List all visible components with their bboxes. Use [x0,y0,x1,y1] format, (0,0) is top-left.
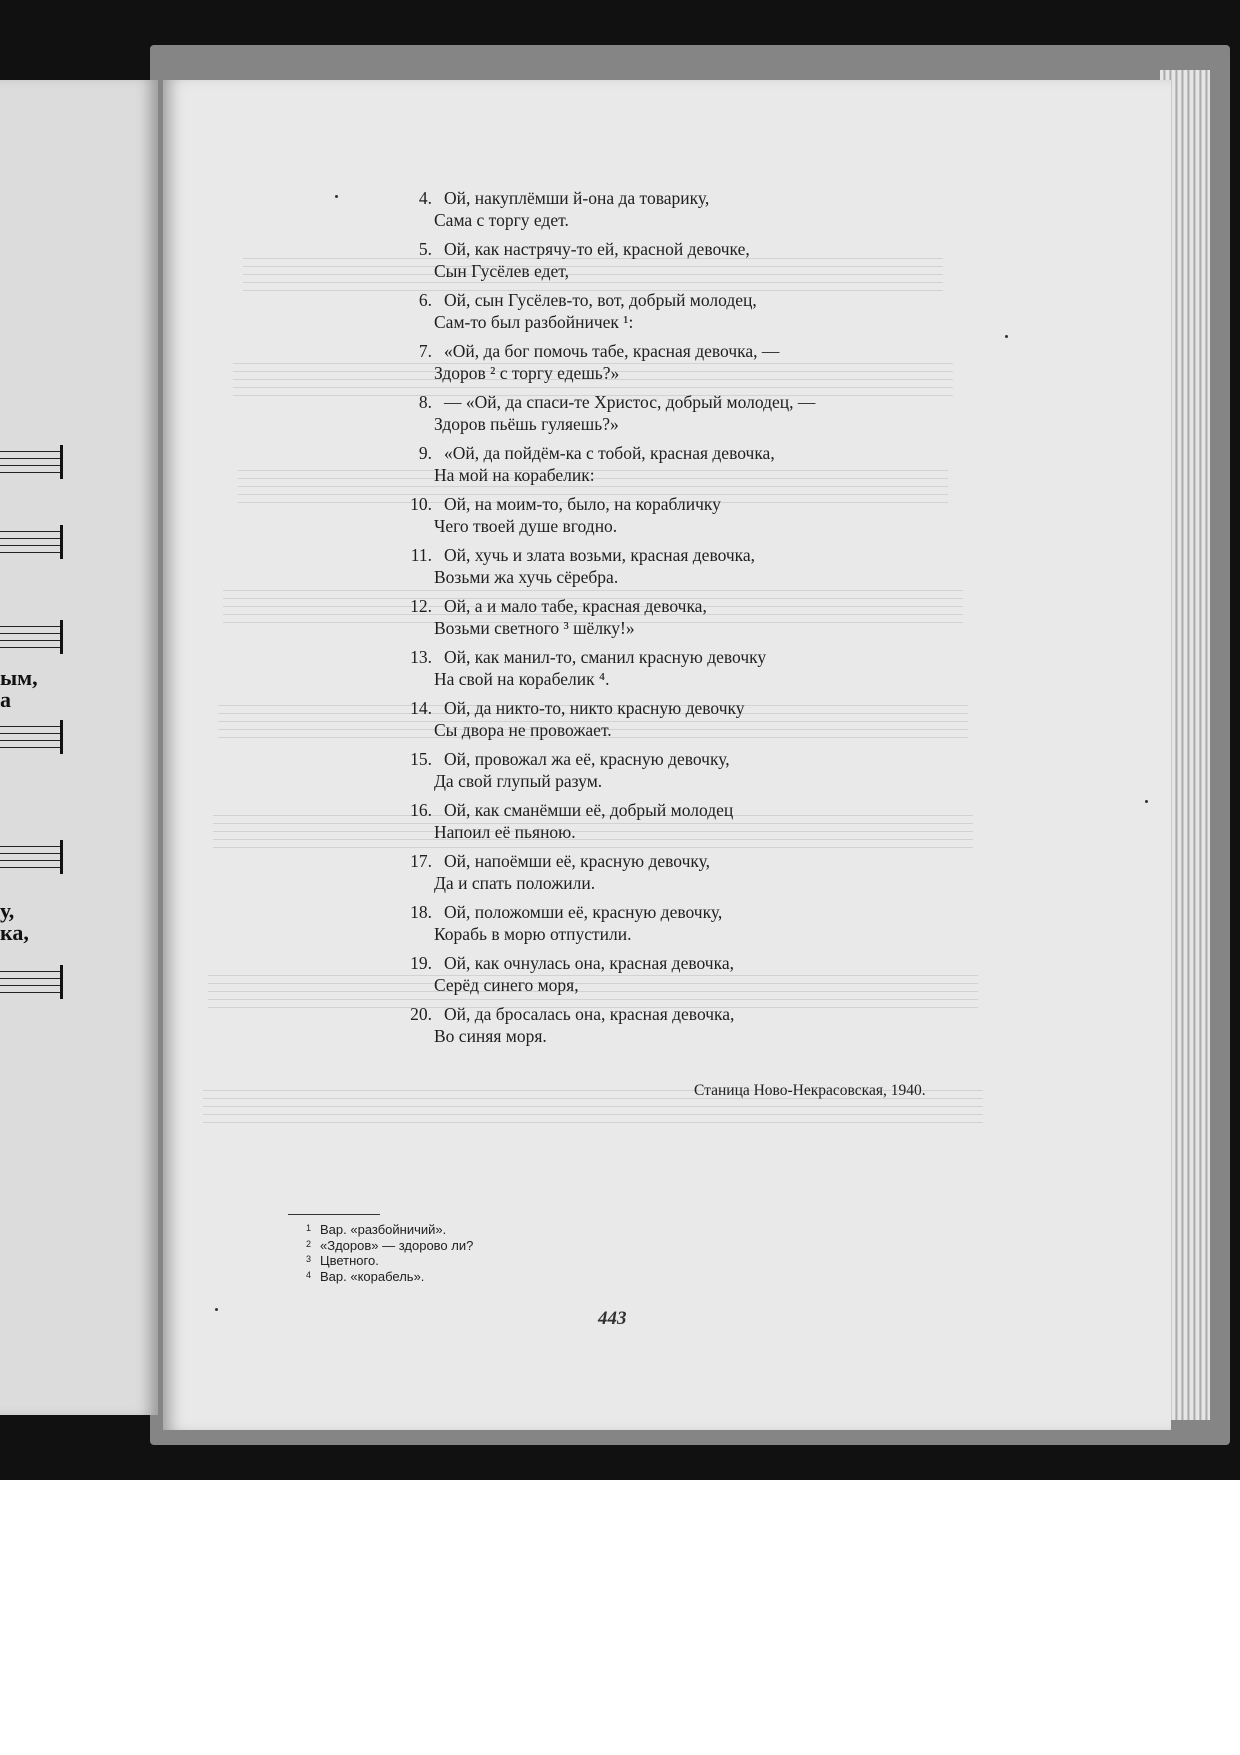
left-page [0,80,158,1415]
footnote-text: Вар. «корабель». [320,1268,425,1284]
verse-line: Возьми светного ³ шёлку!» [434,618,635,638]
verse-line: Ой, да бросалась она, красная девочка, [444,1004,735,1024]
verse-line: На свой на корабелик ⁴. [434,669,610,689]
verse-line: Ой, как настрячу-то ей, красной девочке, [444,239,750,259]
verse-line: Ой, хучь и злата возьми, красная девочка, [444,545,756,565]
verse-line: Здоров ² с торгу едешь?» [434,363,620,383]
verse-number: 12. [410,596,432,616]
speck [215,1308,218,1311]
footnotes [306,1222,474,1284]
footnote-text: Цветного. [320,1253,379,1268]
verse-line: Сам-то был разбойничек ¹: [434,312,634,332]
footnote-rule [288,1214,380,1215]
verse-line: «Ой, да бог помочь табе, красная девочка, — [444,341,780,361]
verse-line: Ой, как сманёмши её, добрый молодец [444,800,734,820]
verse [388,494,908,545]
verse-number: 20. [410,1004,432,1024]
verse-line: Ой, напоёмши её, красную девочку, [444,851,711,871]
footnote-mark: 2 [306,1238,312,1249]
music-staff [0,445,63,479]
verse-number: 11. [410,545,432,565]
verse-line: Напоил её пьяною. [434,822,576,842]
speck [1005,335,1008,338]
verse [388,800,908,851]
music-staff [0,525,63,559]
verse-number: 18. [410,902,432,922]
verse-line: Ой, как манил-то, сманил красную девочку [444,647,767,667]
music-staff [0,620,63,654]
left-page-fragment: а [0,687,11,712]
verse-line: Ой, провожал жа её, красную девочку, [444,749,730,769]
verse [388,1004,908,1055]
verse [388,545,908,596]
verse [388,953,908,1004]
verse-line: Да и спать положили. [434,873,596,893]
footnote-text: Вар. «разбойничий». [320,1222,447,1237]
footnote-mark: 1 [306,1223,312,1233]
verse-line: Да свой глупый разум. [434,771,603,791]
verse-line: Серёд синего моря, [434,975,579,995]
verse-number: 6. [418,290,432,310]
verse-line: Ой, как очнулась она, красная девочка, [444,953,734,973]
verse [388,290,908,341]
source-attribution: Станица Ново-Некрасовская, 1940. [694,1082,926,1099]
verse-number: 16. [410,800,432,820]
footnote-mark: 4 [306,1269,312,1280]
verse-number: 7. [418,341,432,361]
verse-number: 14. [410,698,432,718]
verse-number: 15. [410,749,432,769]
verse-number: 17. [410,851,432,871]
verse-line: Во синяя моря. [434,1026,547,1046]
verse-line: Ой, положомши её, красную девочку, [444,902,723,922]
music-staff [0,720,63,754]
music-staff [0,840,63,874]
verse-line: Ой, накуплёмши й-она да товарику, [444,188,710,208]
verse [388,851,908,902]
footnote [306,1237,474,1254]
verse-line: Здоров пьёшь гуляешь?» [434,414,619,434]
verse-line: Ой, да никто-то, никто красную девочку [444,698,745,718]
verse-line: Сама с торгу едет. [434,210,569,230]
song-verses [388,188,908,1055]
verse [388,392,908,443]
verse-line: Ой, а и мало табе, красная девочка, [444,596,707,616]
verse [388,749,908,800]
verse-line: На мой на корабелик: [434,465,595,485]
verse-line: Ой, сын Гусёлев-то, вот, добрый молодец, [444,290,757,310]
footnote-mark: 3 [306,1254,312,1264]
verse [388,443,908,494]
verse [388,341,908,392]
verse [388,698,908,749]
verse [388,647,908,698]
verse [388,188,908,239]
verse-number: 19. [410,953,432,973]
verse [388,902,908,953]
footnote [306,1268,473,1285]
verse-line: Корабь в морю отпустили. [434,924,632,944]
speck [335,195,338,198]
verse-line: Ой, на моим-то, было, на корабличку [444,494,721,514]
speck [1145,800,1148,803]
verse-line: Сын Гусёлев едет, [434,261,569,281]
verse-line: «Ой, да пойдём-ка с тобой, красная девочка, [444,443,775,463]
verse-line: Сы двора не провожает. [434,720,612,740]
left-page-fragment: ым, [0,665,38,690]
left-page-fragment: ка, [0,920,29,945]
verse [388,239,908,290]
verse-line: Чего твоей душе вгодно. [434,516,618,536]
verse-number: 8. [418,392,432,412]
verse-number: 5. [418,239,432,259]
footnote-text: «Здоров» — здорово ли? [320,1237,474,1253]
verse-number: 10. [410,494,432,514]
verse-line: — «Ой, да спаси-те Христос, добрый молодец, — [444,392,816,412]
verse-number: 4. [418,188,432,208]
music-staff [0,965,63,999]
left-page-fragment: у, [0,898,15,923]
footnote [306,1222,473,1238]
page-number: 443 [598,1308,627,1329]
verse-line: Возьми жа хучь сёребра. [434,567,619,587]
verse [388,596,908,647]
footnote [306,1253,473,1269]
verse-number: 13. [410,647,432,667]
verse-number: 9. [418,443,432,463]
